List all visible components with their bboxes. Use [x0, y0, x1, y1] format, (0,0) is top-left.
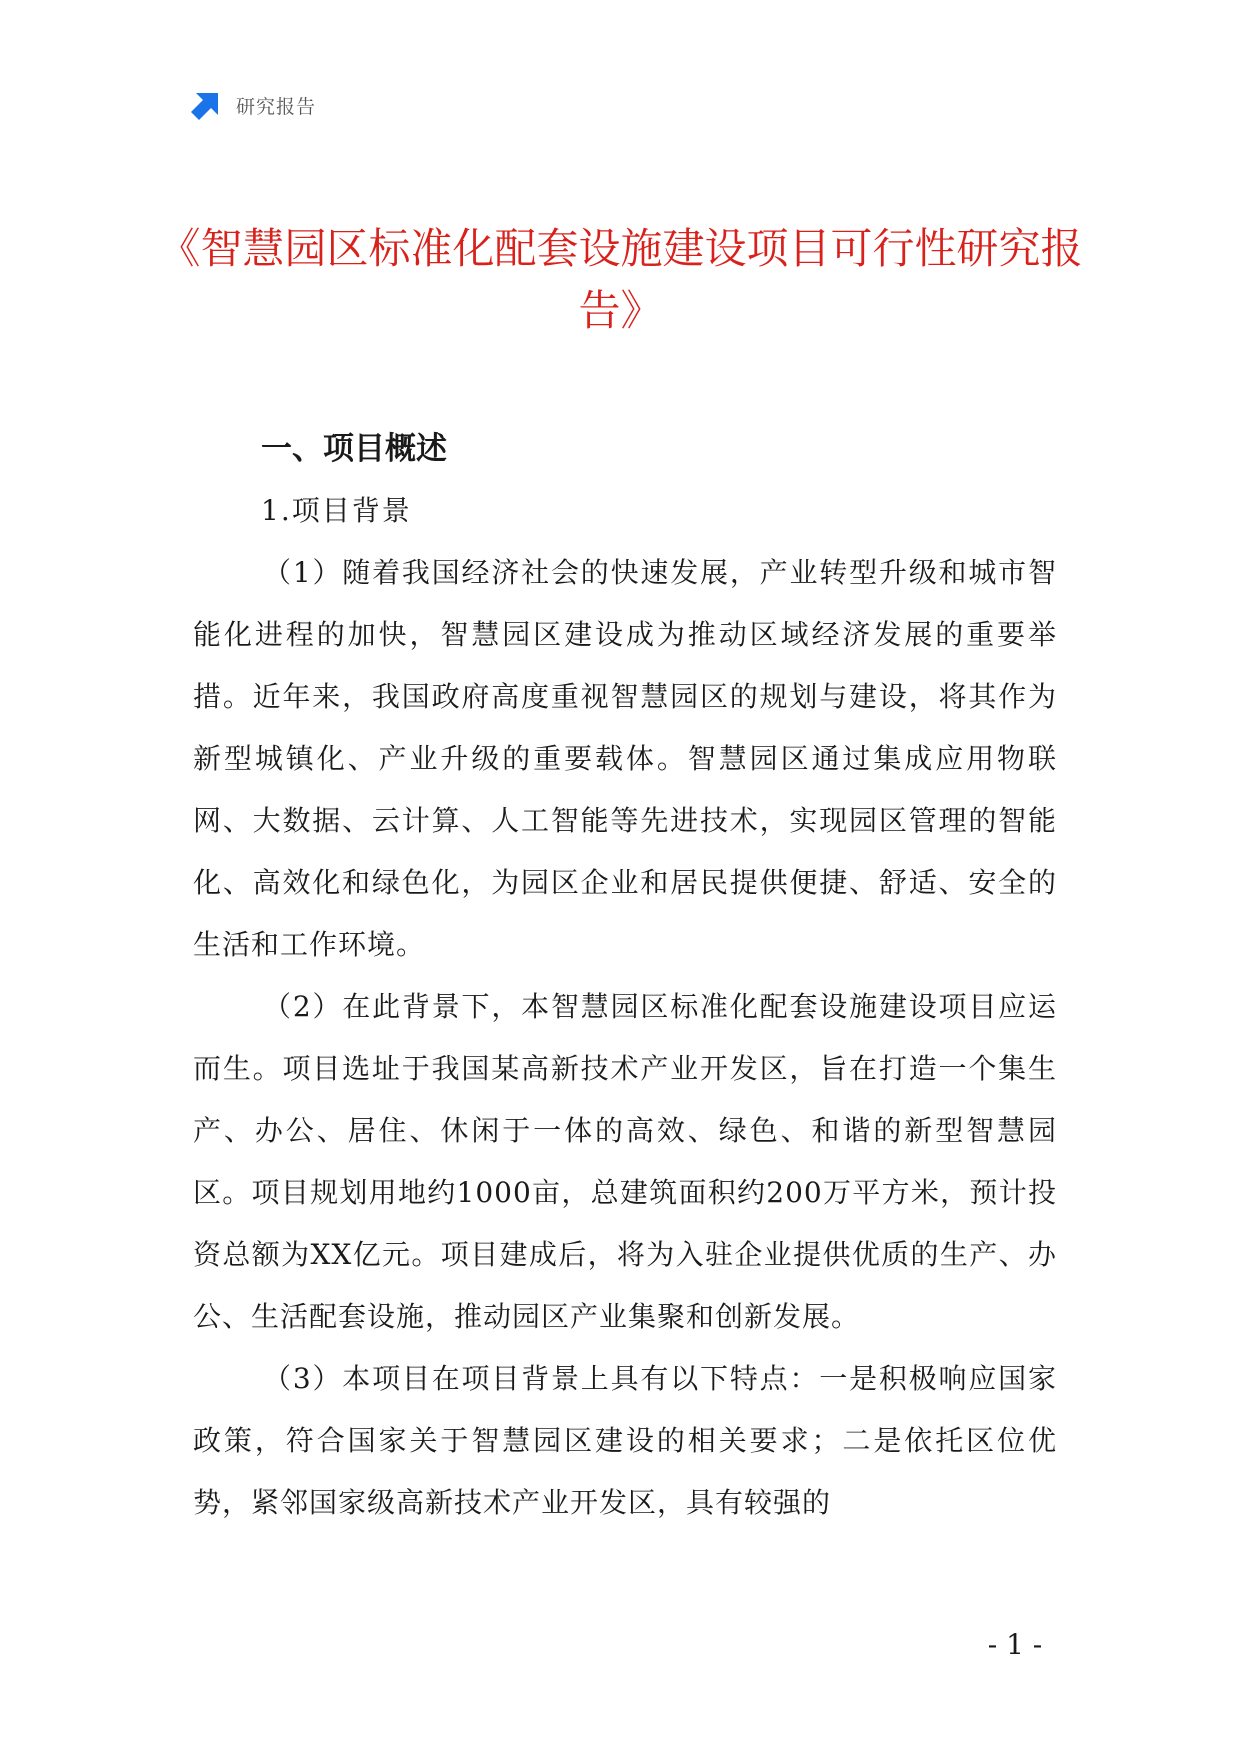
sub-heading: 1.项目背景: [261, 494, 412, 527]
document-body: [193, 418, 1057, 1534]
header-label: 研究报告: [236, 95, 317, 118]
arrow-up-right-icon: [190, 89, 222, 121]
paragraph-1: （1）随着我国经济社会的快速发展，产业转型升级和城市智能化进程的加快，智慧园区建设成为推动区域经济发展的重要举措。近年来，我国政府高度重视智慧园区的规划与建设，将其作为新型城镇化、产业升级的重要载体。智慧园区通过集成应用物联网、大数据、云计算、人工智能等先进技术，实现园区管理的智能化、高效化和绿色化，为园区企业和居民提供便捷、舒适、安全的生活和工作环境。: [193, 556, 1057, 961]
report-header: [190, 88, 316, 122]
paragraph-2: （2）在此背景下，本智慧园区标准化配套设施建设项目应运而生。项目选址于我国某高新技术产业开发区，旨在打造一个集生产、办公、居住、休闲于一体的高效、绿色、和谐的新型智慧园区。项目规划用地约1000亩，总建筑面积约200万平方米，预计投资总额为XX亿元。项目建成后，将为入驻企业提供优质的生产、办公、生活配套设施，推动园区产业集聚和创新发展。: [193, 990, 1057, 1333]
page-number: - 1 -: [987, 1628, 1043, 1661]
section-heading: 一、项目概述: [261, 431, 447, 467]
paragraph-3: （3）本项目在项目背景上具有以下特点：一是积极响应国家政策，符合国家关于智慧园区建设的相关要求；二是依托区位优势，紧邻国家级高新技术产业开发区，具有较强的: [193, 1362, 1057, 1519]
document-title: 《智慧园区标准化配套设施建设项目可行性研究报告》: [158, 224, 1083, 335]
